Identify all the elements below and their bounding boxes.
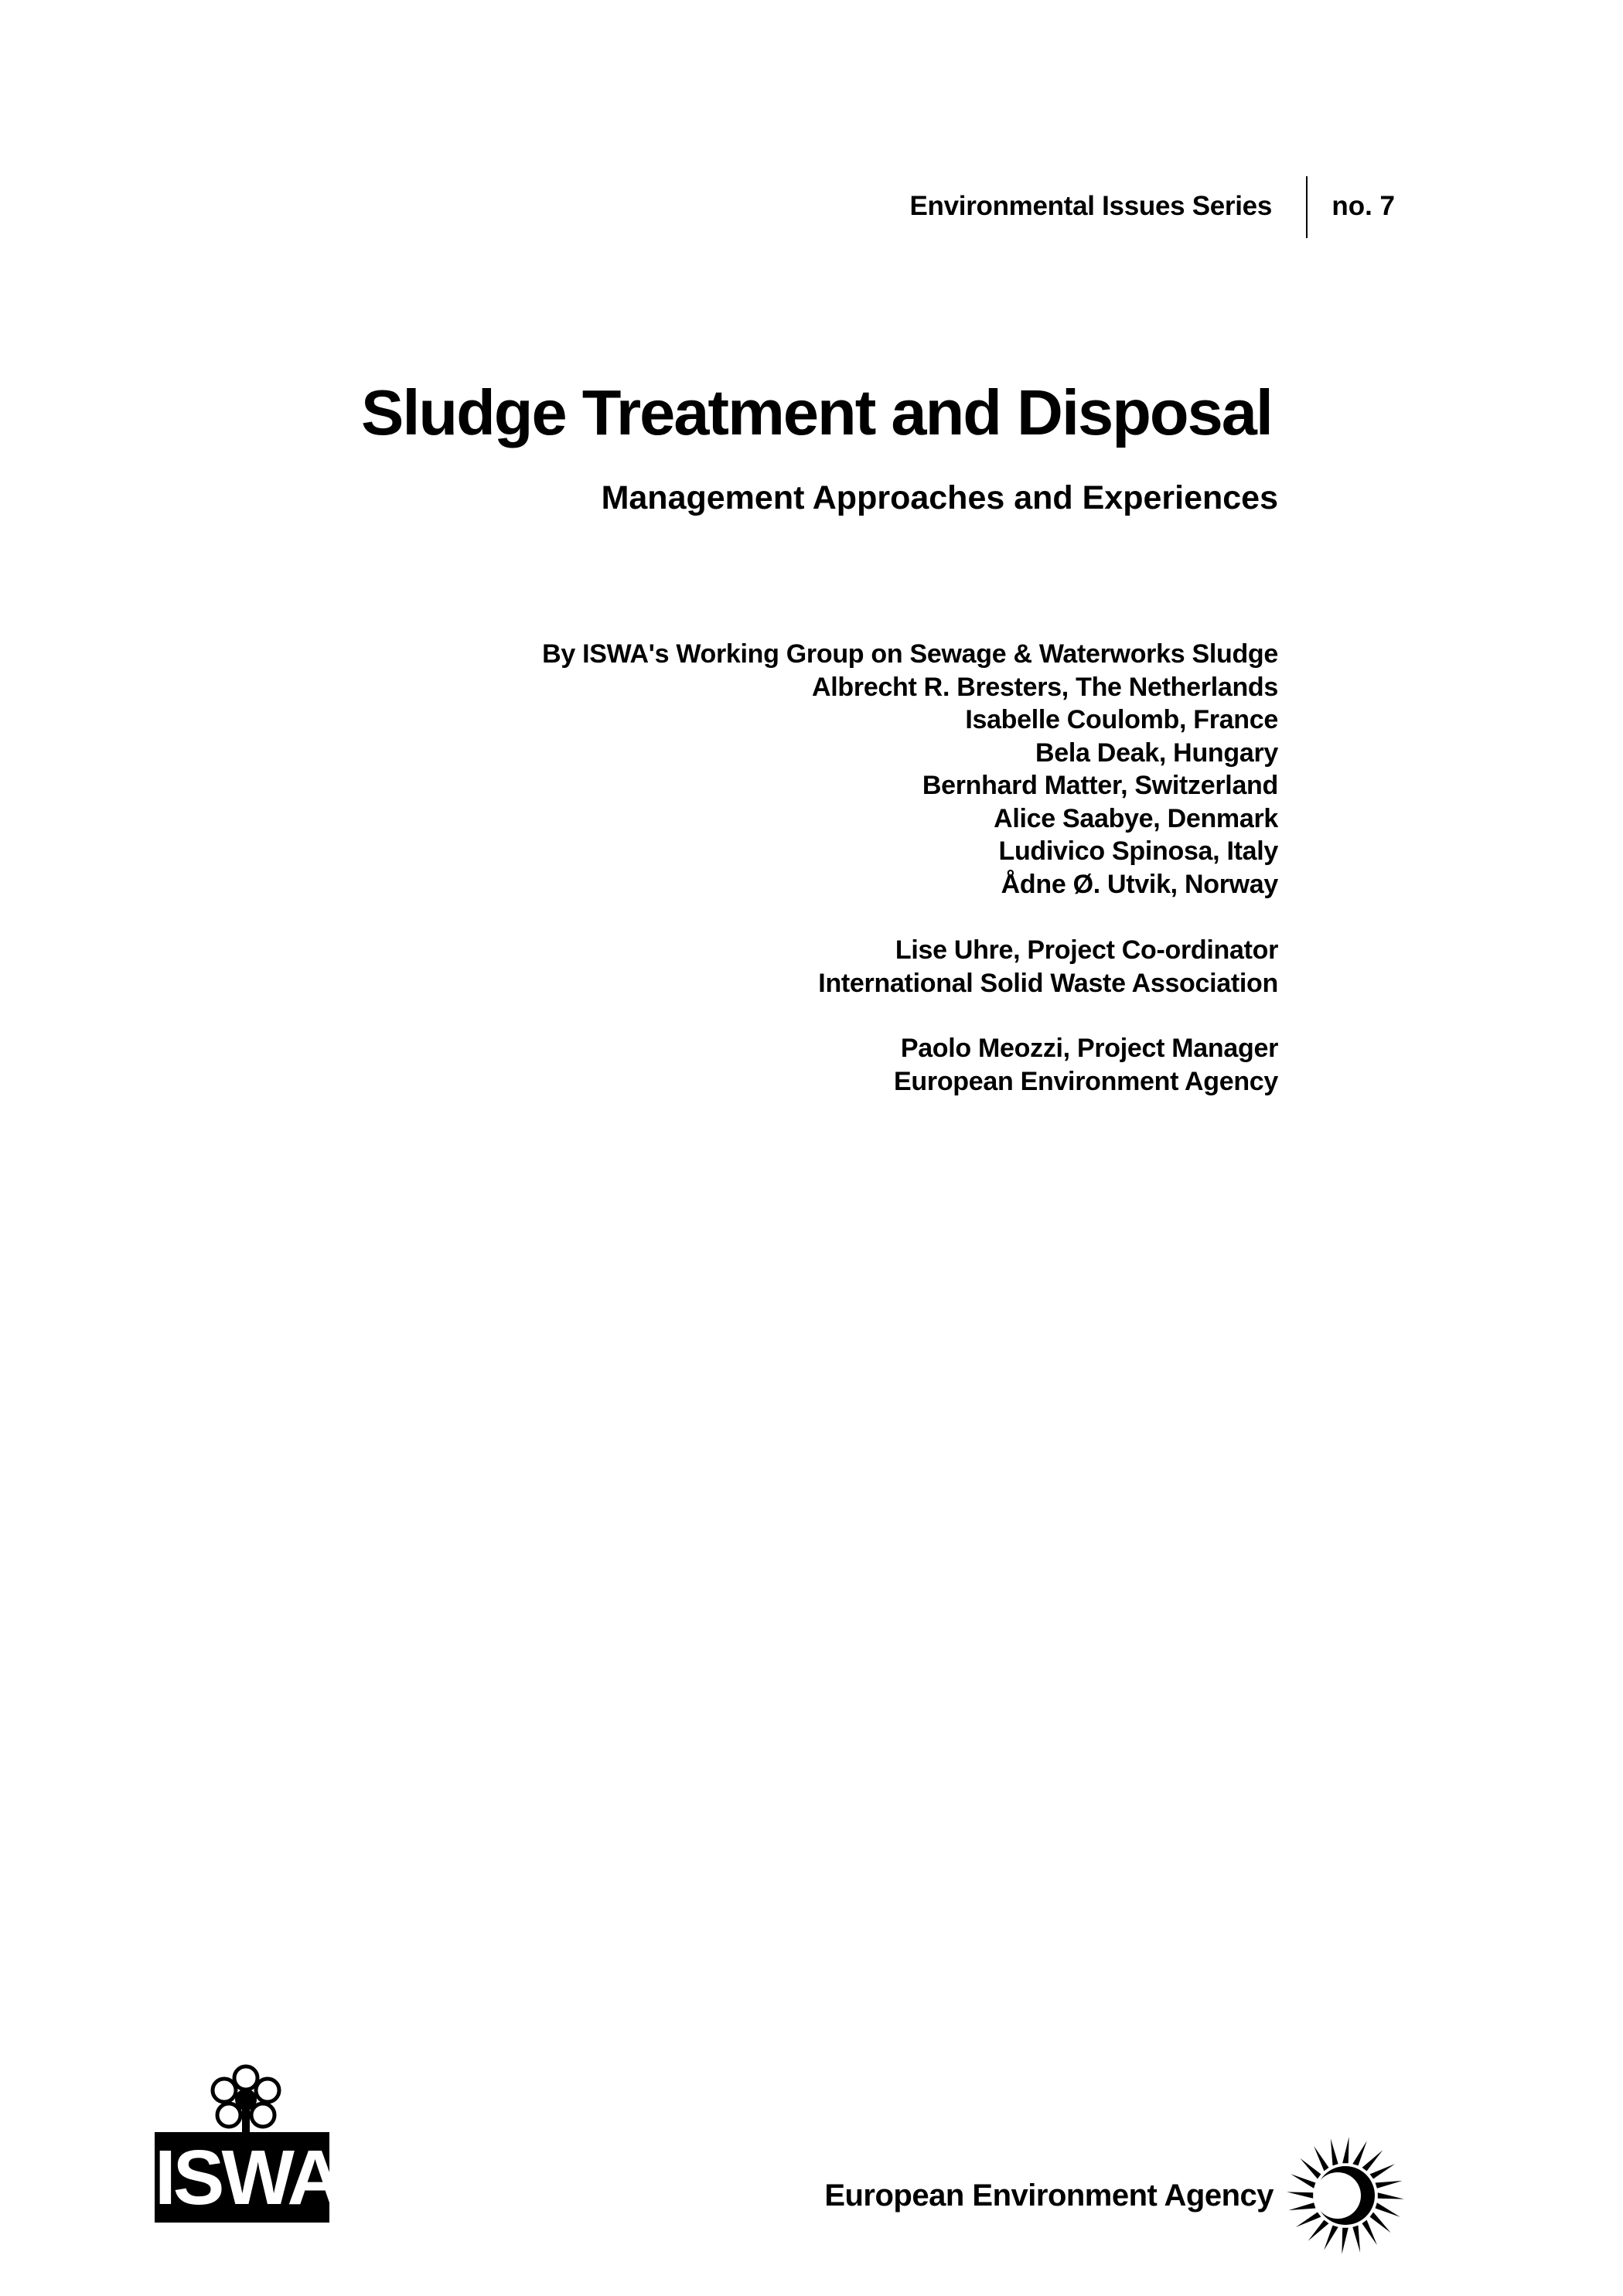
sun-ray [1362,2150,1383,2171]
sun-ray [1324,2226,1338,2250]
manager-block [894,1032,1278,1098]
series-title: Environmental Issues Series [909,191,1272,221]
manager-name: Paolo Meozzi, Project Manager [900,1034,1278,1063]
author-line: Alice Saabye, Denmark [994,803,1278,833]
sun-ray [1287,2192,1313,2198]
sun-ray [1291,2174,1315,2189]
series-divider [1306,176,1308,238]
iswa-logo-text: ISWA [155,2134,340,2221]
sun-ray [1370,2164,1396,2178]
eea-logo-text: European Environment Agency [824,2178,1274,2213]
working-group-line: By ISWA's Working Group on Sewage & Waterworks Sludge [542,639,1278,669]
sun-ray [1331,2138,1338,2165]
author-line: Ådne Ø. Utvik, Norway [1001,869,1278,899]
coordinator-block [818,934,1278,1000]
coordinator-name: Lise Uhre, Project Co-ordinator [895,935,1278,965]
author-line: Bernhard Matter, Switzerland [922,771,1278,800]
coordinator-organisation: International Solid Waste Association [818,968,1278,998]
sun-ray [1342,2228,1348,2254]
author-line: Albrecht R. Bresters, The Netherlands [812,672,1278,702]
sun-ray [1362,2220,1377,2246]
sun-ray [1300,2158,1321,2179]
author-line: Isabelle Coulomb, France [965,705,1278,734]
sun-ray [1376,2181,1403,2189]
sun-ray [1296,2213,1321,2227]
sun-ray [1308,2220,1329,2241]
flower-icon [207,2064,285,2141]
sun-ray [1314,2146,1328,2172]
page-title: Sludge Treatment and Disposal [360,376,1272,448]
sun-ray [1370,2213,1391,2233]
series-number: no. 7 [1331,191,1395,221]
author-line: Ludivico Spinosa, Italy [998,836,1278,866]
page-subtitle: Management Approaches and Experiences [601,479,1278,516]
sun-ray [1352,2226,1360,2253]
iswa-logo [155,2064,340,2223]
authors-block [542,638,1278,901]
manager-organisation: European Environment Agency [894,1066,1278,1096]
sun-ray [1352,2141,1367,2165]
sun-ray [1376,2202,1400,2217]
author-line: Bela Deak, Hungary [1035,738,1278,768]
sun-ray [1342,2137,1349,2163]
sun-ray [1378,2192,1404,2199]
sun-icon [1284,2134,1407,2257]
sun-ray [1288,2202,1315,2210]
